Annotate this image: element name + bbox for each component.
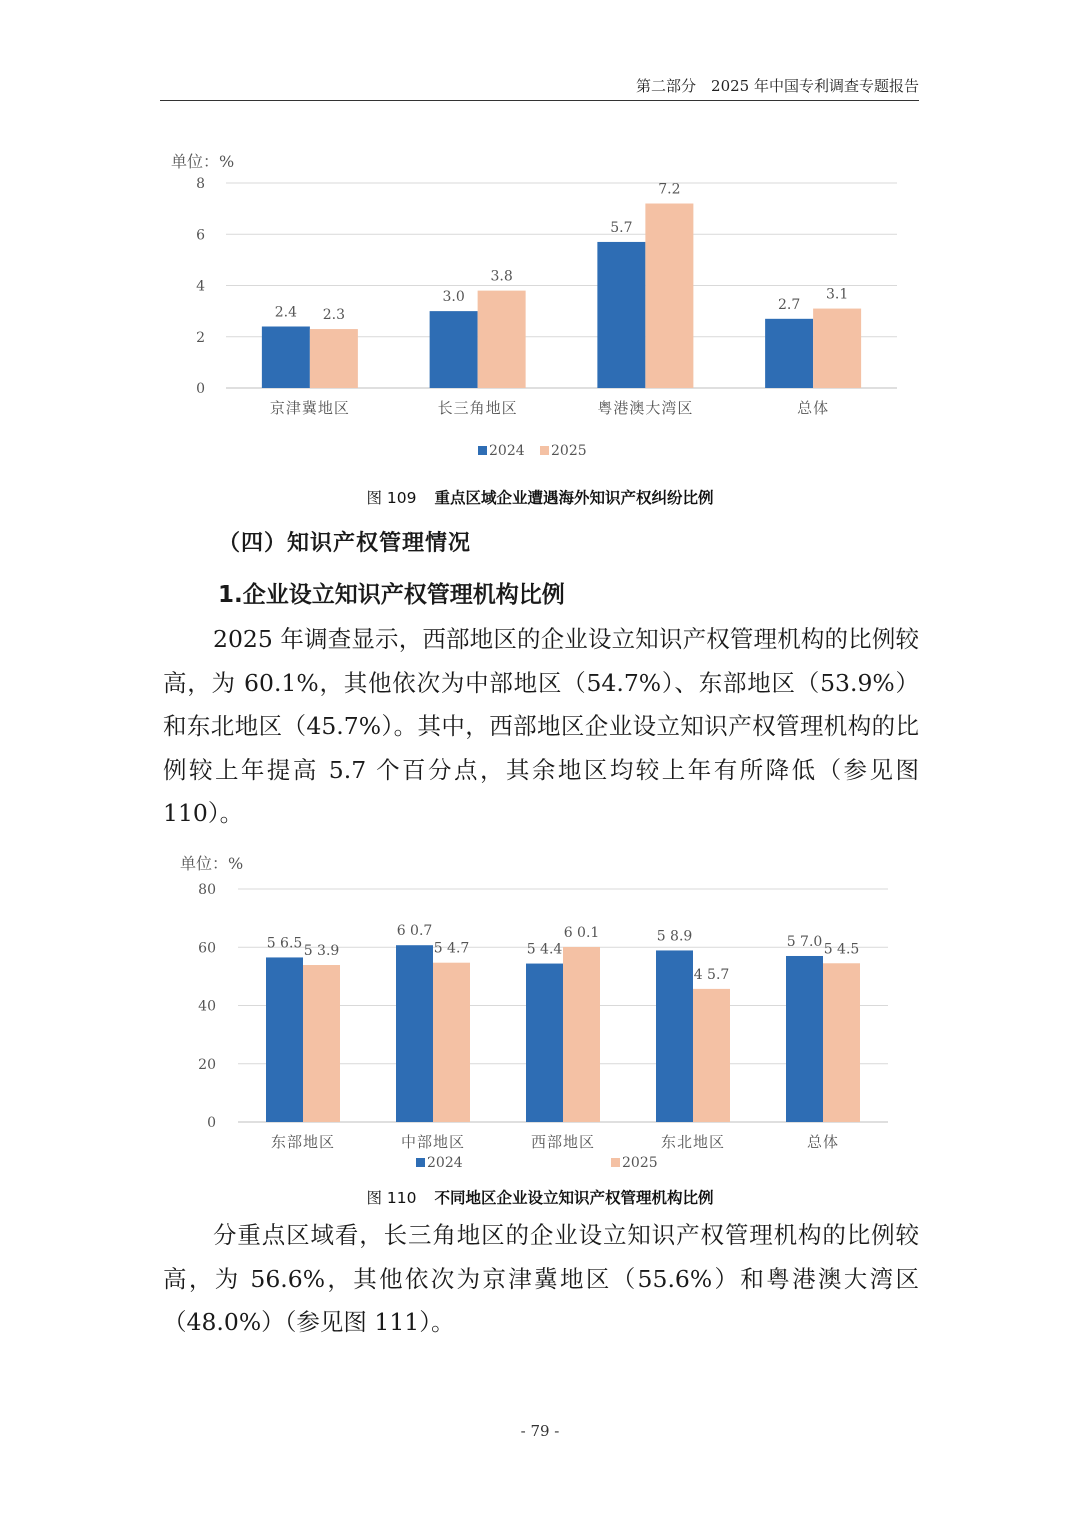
bar-2024-总体 xyxy=(786,956,823,1122)
running-header: 第二部分 2025 年中国专利调查专题报告 xyxy=(160,74,919,101)
figure-title: 重点区域企业遭遇海外知识产权纠纷比例 xyxy=(434,489,714,507)
data-label: 5 8.9 xyxy=(656,928,693,945)
data-label: 6 0.7 xyxy=(396,923,433,940)
legend-label: 2025 xyxy=(622,1155,658,1171)
bar-2024-长三角地区 xyxy=(430,311,478,388)
data-label: 7.2 xyxy=(658,181,681,198)
data-label: 3.1 xyxy=(825,286,849,303)
unit-label: 单位：% xyxy=(171,152,235,171)
bar-2025-长三角地区 xyxy=(478,291,526,388)
figure-109-caption xyxy=(0,486,1080,508)
bar-2024-中部地区 xyxy=(396,945,433,1122)
x-category-label: 长三角地区 xyxy=(437,399,518,417)
legend-label: 2025 xyxy=(551,443,587,459)
x-category-label: 东部地区 xyxy=(270,1133,336,1151)
data-label: 3.0 xyxy=(442,289,465,306)
figure-number: 图 110 xyxy=(366,1189,417,1207)
data-label: 2.3 xyxy=(322,307,346,324)
unit-label: 单位：% xyxy=(180,854,244,873)
y-tick-label: 6 xyxy=(196,227,205,244)
data-label: 5 6.5 xyxy=(266,935,303,952)
x-category-label: 西部地区 xyxy=(530,1133,596,1151)
y-tick-label: 60 xyxy=(198,940,216,957)
bar-2025-东部地区 xyxy=(303,965,340,1122)
data-label: 5 4.4 xyxy=(526,941,563,958)
bar-2025-京津冀地区 xyxy=(310,329,358,388)
data-label: 5 4.7 xyxy=(433,940,470,957)
paragraph-1: 2025 年调查显示，西部地区的企业设立知识产权管理机构的比例较高，为 60.1%，其他依次为中部地区（54.7%）、东部地区（53.9%）和东北地区（45.7%）。其中，西部地区企业设立知识产权管理机构的比例较上年提高 5.7 个百分点，其余地区均较上年有所降低（参见图 110）。 xyxy=(163,625,919,827)
data-label: 2.4 xyxy=(274,304,298,321)
legend-label: 2024 xyxy=(427,1155,463,1171)
y-tick-label: 4 xyxy=(196,278,205,295)
section-heading: （四）知识产权管理情况 xyxy=(218,531,472,556)
bar-2025-东北地区 xyxy=(693,989,730,1122)
x-category-label: 粤港澳大湾区 xyxy=(597,399,694,417)
legend-swatch-2025 xyxy=(611,1158,620,1167)
bar-2024-东北地区 xyxy=(656,950,693,1122)
y-tick-label: 80 xyxy=(198,882,216,898)
bar-2025-西部地区 xyxy=(563,947,600,1122)
bar-2024-东部地区 xyxy=(266,957,303,1122)
y-tick-label: 40 xyxy=(198,998,216,1015)
bar-2025-粤港澳大湾区 xyxy=(645,204,693,389)
data-label: 5 3.9 xyxy=(303,943,340,960)
y-tick-label: 8 xyxy=(196,176,205,192)
data-label: 5.7 xyxy=(610,219,633,236)
data-label: 2.7 xyxy=(777,296,801,313)
bar-2024-总体 xyxy=(765,319,813,388)
chart-ip-management-org-ratio xyxy=(0,840,1080,1180)
bar-2025-总体 xyxy=(823,963,860,1122)
y-tick-label: 0 xyxy=(196,381,205,397)
legend-swatch-2025 xyxy=(540,446,549,455)
subsection-heading: 1.企业设立知识产权管理机构比例 xyxy=(218,582,565,608)
data-label: 5 7.0 xyxy=(786,933,823,950)
x-category-label: 京津冀地区 xyxy=(269,399,350,417)
y-tick-label: 0 xyxy=(207,1115,216,1131)
bar-2024-粤港澳大湾区 xyxy=(597,242,645,388)
figure-110-caption xyxy=(0,1186,1080,1208)
data-label: 6 0.1 xyxy=(563,924,600,941)
x-category-label: 东北地区 xyxy=(660,1133,726,1151)
y-tick-label: 2 xyxy=(196,329,205,346)
bar-2025-总体 xyxy=(813,309,861,388)
bar-2025-中部地区 xyxy=(433,963,470,1122)
data-label: 3.8 xyxy=(490,268,513,285)
y-tick-label: 20 xyxy=(198,1056,216,1073)
figure-title: 不同地区企业设立知识产权管理机构比例 xyxy=(434,1189,714,1207)
x-category-label: 总体 xyxy=(806,1133,840,1151)
data-label: 4 5.7 xyxy=(693,966,730,983)
bar-2024-西部地区 xyxy=(526,964,563,1122)
paragraph-2: 分重点区域看，长三角地区的企业设立知识产权管理机构的比例较高，为 56.6%，其他依次为京津冀地区（55.6%）和粤港澳大湾区（48.0%）（参见图 111）。 xyxy=(163,1221,919,1336)
figure-number: 图 109 xyxy=(366,489,417,507)
legend-swatch-2024 xyxy=(416,1158,425,1167)
x-category-label: 总体 xyxy=(797,399,830,417)
legend-label: 2024 xyxy=(489,443,525,459)
legend-swatch-2024 xyxy=(478,446,487,455)
chart-overseas-dispute-ratio xyxy=(0,0,1080,480)
data-label: 5 4.5 xyxy=(823,941,860,958)
bar-2024-京津冀地区 xyxy=(262,327,310,389)
page-number: - 79 - xyxy=(520,1422,560,1440)
x-category-label: 中部地区 xyxy=(400,1133,466,1151)
